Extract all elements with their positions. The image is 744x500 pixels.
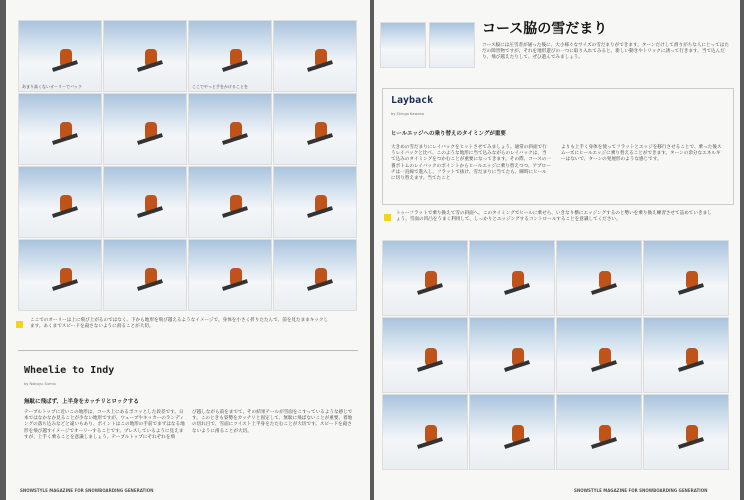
sequence-photo (18, 239, 102, 311)
header-photo (429, 22, 475, 68)
right-footer: SNOWSTYLE MAGAZINE FOR SNOWBOARDING GENERATION (574, 488, 708, 493)
sequence-photo (556, 240, 642, 316)
body-column-2: び越しながら前をまでて、その結果テールが雪面をこすっているような感じです。このときも姿勢をカッチリと固定して、無駄に飛ばないことが重要。着地の切れ目で、雪面にツイスト上半身をたたむことが大切です。スピードを殺さないように滑ることが大切。 (192, 410, 353, 434)
sequence-photo (273, 239, 357, 311)
sequence-photo (188, 239, 272, 311)
sequence-photo (382, 394, 468, 470)
sequence-photo (469, 317, 555, 393)
sequence-photo (103, 20, 187, 92)
sequence-photo (18, 166, 102, 238)
left-page (6, 0, 370, 500)
yellow-marker (16, 321, 23, 328)
sequence-photo (188, 20, 272, 92)
body-column-1: テーブルトップに近いこの地形は、コース上にあるポコッとした段差です。日本ではなかなか見ることが少ない地形ですが、ウェーブやキッカーのランディングの落ち込みなどと違いもあり、ポイントはこの地形の手前でまずはなる地形を飛び越すイメージでオーリーすることです。プレスしているように見えますが、上手く乗ることを意識しましょう。テーブルトップにそれぞれを飛 (24, 410, 185, 440)
lead-text: ヒールエッジへの乗り替えのタイミングが重要 (391, 131, 506, 137)
sequence-photo (469, 240, 555, 316)
body-column-2: よりも上手く身体を使ってフラットとエッジを移行させることで、乗った後スムーズにヒールエッジに乗り替えることができます。ターンの余分なエネルギーはないで、ターンの発展形のような感じです。 (561, 145, 722, 163)
note-text: トゥーフラットで乗り換えて雪の斜面へ。このタイミングでヒールに乗せら、いきなり横にエッジングするのと勢いを乗り換え練習させて詰めていきましょう。雪面の凹凸をうまく利用して、しっかりとエッジングするコントロールすることを意識してください。 (396, 211, 712, 223)
section-title: Layback (391, 95, 434, 106)
photo-caption: あまり高くないオーリーでバック (22, 84, 82, 89)
byline: by Shingo Kawano (391, 112, 425, 116)
left-intro-text: ここでのオーリーは上に飛び上がるのではなく、下から地形を飛び越えるようなイメージで、身体を小さく折りたたんで、前を見たままキックします。あくまでスピードを殺さないように滑ることが大切。 (30, 318, 329, 330)
sequence-photo (103, 239, 187, 311)
header-photo (380, 22, 426, 68)
sequence-photo (103, 93, 187, 165)
divider (18, 350, 358, 351)
sequence-photo (643, 394, 729, 470)
sequence-photo (556, 394, 642, 470)
sequence-photo (556, 317, 642, 393)
yellow-marker (384, 214, 391, 221)
sequence-photo (188, 93, 272, 165)
section-title: Wheelie to Indy (24, 365, 115, 376)
layback-box (382, 88, 734, 205)
sequence-photo (273, 166, 357, 238)
left-footer: SNOWSTYLE MAGAZINE FOR SNOWBOARDING GENERATION (20, 488, 154, 493)
sequence-photo (273, 20, 357, 92)
sequence-photo (18, 93, 102, 165)
sequence-photo (18, 20, 102, 92)
body-column-1: 大きめの雪だまりにレイバックをヒットさせてみましょう。通常の斜面で行うレイバックと比べ、このような地形に当て込みながらのレイバックは、当て込みのタイミングをつかむことが重要になってきます。その際、コースの一番ボトムのレイバックのポイントからヒールエッジに乗り替えつつ、アプローチは一直線で進入し、フラットで抜け、雪だまりに当てたら、瞬時にヒールに切り替えます。当てたこと (391, 145, 552, 182)
photo-caption: ここでやっと手をかけることを (192, 84, 248, 89)
sequence-photo (103, 166, 187, 238)
sequence-photo (273, 93, 357, 165)
lead-text: 無駄に飛ばず、上半身をカッチリとロックする (24, 399, 139, 405)
sequence-photo (382, 240, 468, 316)
title-body: コース脇には圧雪者が通った後に、大小様々なサイズの雪だまりができます。ターンだけして滑りがちな人にとってはただの障害物ですが、それを地形遊びの一つに取り入れてみると、新しい動きやトリックに誘って行きます。当て込んだり、飛び越えたりして、ぜひ遊んでみましょう。 (482, 43, 729, 61)
sequence-photo (643, 240, 729, 316)
sequence-photo (469, 394, 555, 470)
byline: by Nobuyu Sumiu (24, 382, 56, 386)
sequence-photo (382, 317, 468, 393)
right-page (374, 0, 740, 500)
page-title: コース脇の雪だまり (482, 21, 608, 37)
sequence-photo (188, 166, 272, 238)
sequence-photo (643, 317, 729, 393)
